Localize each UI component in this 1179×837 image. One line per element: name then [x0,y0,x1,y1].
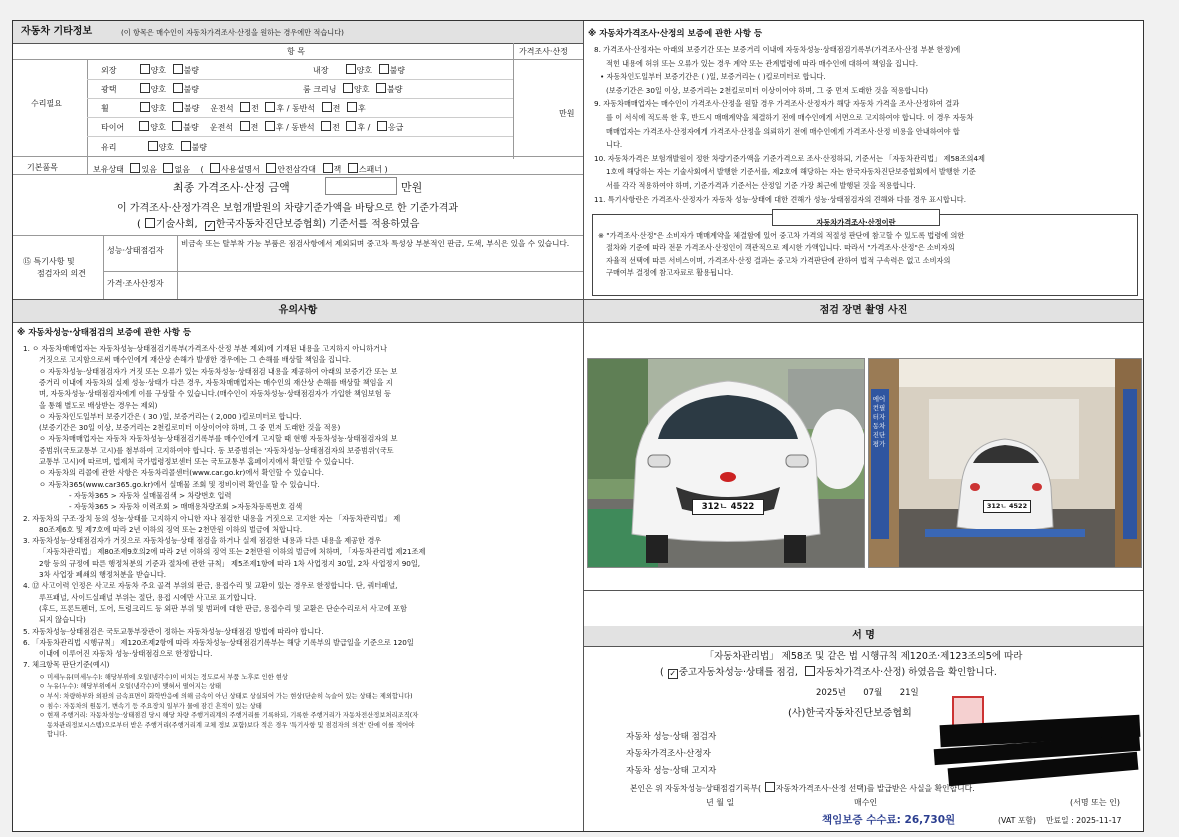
basis-line-1: 이 가격조사·산정가격은 보험개발원의 차량기준가액을 바탕으로 한 기준가격과 [117,203,459,214]
plate-text: 312ㄴ 4522 [986,502,1028,510]
confirm-line: ( ✓ 중고자동차성능·상태를 점검, 자동차가격조사·산정) 하였음을 확인합니다. [660,667,997,678]
good-label: 양호 [354,85,370,94]
front-label: 전 [332,123,340,132]
inspection-photo-front [587,358,865,568]
bad-label: 불량 [183,123,199,132]
day-unit: 일 [910,688,919,698]
good-label: 양호 [150,85,167,94]
bad-label: 불량 [183,104,200,113]
basic-items-label: 기본품목 [27,163,58,172]
section-title-bar [13,21,583,44]
guarantee-line: 서를 각각 적용하여야 하며, 기준가격과 기준서는 산정일 기준 가장 최근에 발행된 것을 적용합니다. [606,181,916,190]
notice-line: 3차 사업장 폐쇄의 행정처분을 받습니다. [39,570,167,579]
criteria-line: 합니다. [47,731,68,739]
car-front-photo-image [588,359,864,567]
rear-label: 후 / [275,123,289,132]
notice-line: 3. 자동차성능·상태점검자가 거짓으로 자동차성능·상태 점검을 하거나 실제 점검한 내용과 다른 내용을 제공한 경우 [23,536,382,546]
front-label: 전 [332,104,341,113]
year-unit: 년 [837,688,846,698]
notifier-role: 자동차 성능·상태 고지자 [626,766,717,776]
notice-line: ㅇ 자동차의 리콜에 관한 사항은 자동차리콜센터(www.car.go.kr)에서 확인할 수 있습니다. [39,468,324,478]
kadia-label: 한국자동차진단보증협회) 기준서를 적용하였음 [215,219,420,230]
sign-date [816,688,919,698]
driver-seat-label: 운전석 [209,123,234,132]
notice-line: 7. 체크항목 판단기준(예시) [23,660,110,670]
notice-section [13,300,584,831]
row-label: 타이어 [101,123,125,132]
guarantee-line: 11. 특기사항란은 가격조사·산정자가 자동차 성능·상태에 대한 견해가 성능·상태점검자의 견해와 다를 경우 표시합니다. [594,194,967,204]
law-line: 「자동차관리법」 제58조 및 같은 법 시행규칙 제120조·제123조의5에 따라 [704,651,1023,662]
checkbox[interactable] [140,102,150,112]
repair-row-polish [101,83,199,95]
notice-line: - 자동차365 > 자동차 실매물검색 > 차량번호 입력 [69,490,232,500]
car-lift-photo-image [869,359,1141,567]
guarantee-line: 적힌 내용에 허위 또는 오류가 있는 경우 계약 또는 관계법령에 따라 매수인에 대하여 책임을 집니다. [606,58,918,68]
checkbox[interactable] [805,666,815,676]
inspection-photo-lift [868,358,1142,568]
checkbox[interactable] [323,163,333,173]
checkbox[interactable] [210,163,220,173]
good-label: 양호 [150,66,167,75]
checkbox-checked[interactable]: ✓ [669,669,677,678]
row-label: 외장 [101,66,117,75]
definition-line: 자율적 선택에 따른 서비스이며, 가격조사·산정 결과는 중고차 가격판단에 관하여 법적 구속력은 없고 소비자의 [606,255,951,265]
month-unit: 월 [874,688,883,698]
photo-header-bar [584,300,1143,323]
notice-line: 교통부 고시)에 따르며, 법제처 국가법령정보센터 또는 국토교통부 홈페이지에서 확인할 수 있습니다. [39,457,354,466]
notice-line: ㅇ 자동차성능·상태점검자가 거짓 또는 오류가 있는 자동차성능·상태점검 내용을 제공하여 아래의 보증기간 또는 보 [39,366,398,376]
inspector-note: 비금속 또는 탈부착 가능 부품은 점검사항에서 제외되며 중고차 특성상 부분적인 판금, 도색, 부식은 있을 수 있습니다. [181,239,570,248]
guarantee-line: 10. 자동차가격은 보험개발원이 정한 차량기준가액을 기준가격으로 조사·산정하되, 기준서는 「자동차관리법」 제58조의4제 [594,153,985,163]
criteria-line: ㅇ 현재 주행거리: 자동차성능·상태점검 당시 해당 차량 주행거리계의 주행거리를 기록하되, 기록한 주행거리가 자동차전산정보처리조직(자 [39,712,419,720]
notice-line: 「자동차관리법」 제80조제9호의2에 따라 2년 이하의 징역 또는 2천만원 이하의 벌금에 처하며, 「자동차관리법 제21조제 [39,547,426,557]
fee-note: (VAT 포함) [998,816,1036,825]
shop-sign [872,395,886,545]
confirm-price-label: 자동차가격조사·산정) 하였음을 확인합니다. [815,667,997,678]
notice-header: 유의사항 [278,305,318,316]
notice-heading: ※ 자동차성능·상태점검의 보증에 관한 사항 등 [17,328,192,338]
pricer-role: 자동차가격조사·산정자 [626,749,711,759]
special-remarks-label-a: ⑮ 특기사항 및 [23,257,75,266]
vehicle-extra-info-section [13,21,584,300]
inspector-label: 성능·상태점검자 [107,246,164,255]
receipt-line [630,782,975,794]
checkbox[interactable] [343,83,353,93]
checkbox[interactable] [173,64,183,74]
notice-line: 되지 않습니다) [39,615,86,625]
repair-row-tire [101,121,403,133]
checkbox[interactable] [145,218,155,228]
checkbox[interactable] [140,64,150,74]
notice-header-bar [13,300,583,323]
notice-line: 2항 등의 규정에 따른 행정처분의 기준과 절차에 관한 규칙」 제5조제1항에 따라 1차 사업정지 30일, 2차 사업정지 90일, [39,558,421,568]
notice-line: (보증기간은 30일 이상, 보증거리는 2천킬로미터 이상이어야 하며, 그 중 먼저 도래한 것을 적용) [39,423,341,433]
checkbox[interactable] [346,64,356,74]
notice-line: (후드, 프론트펜더, 도어, 트렁크리드 등 외판 부위 및 범퍼에 대한 판금, 용접수리 및 교환은 단순수리로서 사고에 포함 [39,603,407,613]
basic-items-row: 보유상태 있음 없음 ( 사용설명서 안전삼각대 잭 스패너 ) [93,165,388,174]
notice-line: 을 통해 별도로 배상받는 경우는 제외) [39,400,158,410]
final-price-unit: 만원 [401,181,423,194]
possession-label: 보유상태 [93,165,124,174]
checkbox[interactable] [765,782,775,792]
checkbox[interactable] [322,102,332,112]
guarantee-line: 매매업자는 가격조사·산정자에게 가격조사·산정을 의뢰하기 전에 매수인에게 가격조사·산정 비용을 안내하여야 합 [606,126,960,136]
none-label: 없음 [174,165,190,174]
checkbox[interactable] [163,163,173,173]
bad-label: 불량 [387,85,403,94]
checkbox[interactable] [376,83,386,93]
notice-line: - 자동차365 > 자동차 이력조회 > 매매용차량조회 >자동차등록번호 검색 [69,502,303,512]
col-item-header: 항 목 [287,47,305,56]
checkbox[interactable] [348,163,358,173]
checkbox[interactable] [347,102,357,112]
fee-label: 책임보증 수수료: 26,730원 [822,814,956,826]
checkbox[interactable] [173,83,183,93]
front-label: 전 [251,104,259,113]
receipt-date: 년 월 일 [706,798,735,807]
row-label: 룸 크리닝 [303,85,337,94]
notice-line: 증거리 이내에 자동차의 실제 성능·상태가 다른 경우, 자동차매매업자는 매수인의 재산상 손해를 배상할 책임을 지 [39,377,393,387]
checkbox[interactable] [240,102,250,112]
checkbox[interactable] [148,141,158,151]
notice-line: ㅇ 자동차매매업자는 자동차 자동차성능·상태점검기록부를 매수인에게 고지할 때 현행 자동차성능·상태점검자의 보 [39,434,398,444]
definition-line: 구매여부 결정에 참고자료로 활용됩니다. [606,268,734,278]
price-definition-title: 자동차가격조사·산정이란 [816,218,896,227]
notice-line: 증범위(국토교통부 고시)를 첨부하여 고지하여야 합니다. 동 보증범위는 '자동차성능·상태점검자의 보증범위'(국토 [39,445,394,455]
row-label: 내장 [313,66,329,75]
org-name: (사)한국자동차진단보증협회 [788,708,912,719]
license-plate-rear [983,500,1031,513]
manual-label: 사용설명서 [221,165,260,174]
year-value: 2025 [816,688,838,698]
price-inspector-label: 가격·조사산정자 [107,279,164,288]
checkbox[interactable] [240,121,250,131]
signature-header: 서 명 [852,630,875,641]
passenger-seat-label: 동반석 [291,123,315,132]
month-value: 07 [863,688,875,698]
license-plate-front [692,499,764,515]
notice-line: ㅇ 자동차365(www.car365.go.kr)에서 실매물 조회 및 정비이력 확인을 할 수 있습니다. [39,479,320,489]
good-label: 양호 [356,66,373,75]
checkbox[interactable] [265,121,275,131]
rear-label: 후 / [357,123,371,132]
day-value: 21 [899,688,911,698]
notice-line: 80조제6호 및 제7호에 따라 2년 이하의 징역 또는 2천만원 이하의 벌금에 처합니다. [39,524,303,534]
photo-sign-section [584,300,1143,831]
col-price-header: 가격조사·산정 [519,47,568,56]
notice-line: ㅇ 자동차인도일부터 보증기간은 ( 30 )일, 보증거리는 ( 2,000 )킬로미터로 합니다. [39,411,302,421]
notice-line: 며, 자동차성능·상태점검자에게 이를 구상할 수 있습니다.(매수인이 자동차성능·상태점검자가 가입한 책임보험 등 [39,389,391,399]
checkbox[interactable] [181,141,191,151]
guarantee-line: 8. 가격조사·산정자는 아래의 보증기간 또는 보증거리 이내에 자동차성능·상태점검기록부(가격조사·산정 부분 한정)에 [594,45,961,54]
good-label: 양호 [158,143,175,152]
checkbox[interactable] [140,83,150,93]
checkbox[interactable] [266,163,276,173]
checkbox[interactable] [377,121,387,131]
driver-seat-label: 운전석 [210,104,234,113]
checkbox-checked[interactable]: ✓ [206,221,214,230]
guarantee-line: 를 이 서식에 적도록 한 후, 반드시 매매계약을 체결하기 전에 매수인에게 서면으로 고지하여야 합니다. 이 경우 자동차 [606,113,974,122]
special-remarks-label-b: 점검자의 의견 [37,269,86,278]
checkbox[interactable] [173,102,183,112]
section-subtitle: (이 항목은 매수인이 자동차가격조사·산정을 원하는 경우에만 적습니다) [121,28,344,37]
bad-label: 불량 [183,85,200,94]
checkbox[interactable] [172,121,182,131]
row-label: 유리 [101,143,117,152]
row-label: 휠 [101,104,109,113]
criteria-line: ㅇ 누유(누수): 해당부위에서 오일(냉각수)이 맺혀서 떨어지는 상태 [39,683,222,691]
good-label: 양호 [150,123,166,132]
repair-row-wheel [101,102,366,114]
notice-line: 이내에 이루어진 자동차 성능·상태점검으로 한정합니다. [39,649,213,659]
receipt-text-b: 자동차가격조사·산정 선택)를 발급받은 사실을 확인합니다. [775,784,975,793]
checkbox[interactable] [265,102,275,112]
rear-label: 후 / [276,104,290,113]
checkbox[interactable] [130,163,140,173]
price-guarantee-section [584,21,1143,300]
emergency-label: 응급 [387,123,404,132]
guarantee-line: 니다. [606,140,623,150]
signature-header-bar [584,626,1143,647]
rear-label: 후 [357,104,366,113]
criteria-line: ㅇ 침수: 자동차의 원동기, 변속기 등 주요장치 일부가 물에 잠긴 흔적이 있는 상태 [39,702,262,710]
notice-line: 2. 자동차의 구조·장치 등의 성능·상태를 고지하지 아니한 자나 점검한 내용을 거짓으로 고지한 자는 「자동차관리법」 제 [23,513,401,523]
jack-label: 잭 [333,165,342,174]
inspection-record-page [12,20,1144,832]
good-label: 양호 [150,104,167,113]
price-guarantee-heading: ※ 자동차가격조사·산정의 보증에 관한 사항 등 [588,29,763,39]
bad-label: 불량 [389,66,406,75]
price-unit: 만원 [559,109,575,118]
spanner-label: 스패너 ) [358,165,388,174]
criteria-line: 동차관리정보시스템)으로부터 받은 주행거리(주행거리계 교체 정보 포함)보다 적은 경우 '특기사항 및 점검자의 의견' 란에 이를 적어야 [47,721,415,729]
guarantee-line: 1호에 해당하는 자는 기술사회에서 발행한 기준서를, 제2호에 해당하는 자는 한국자동차진단보증협회에서 발행한 기준 [606,167,976,177]
repair-row-exterior [101,64,199,76]
guarantee-line: 9. 자동차매매업자는 매수인이 가격조사·산정을 원할 경우 가격조사·산정자가 해당 자동차 가격을 조사·산정하여 결과 [594,99,960,109]
plate-text: 312ㄴ 4522 [701,502,755,512]
triangle-label: 안전삼각대 [277,165,316,174]
confirm-inspection-label: 중고자동차성능·상태를 점검, [678,667,798,678]
definition-line: 절차와 기준에 따라 전문 가격조사·산정인이 객관적으로 제시한 가액입니다. 따라서 "가격조사·산정"은 소비자의 [606,243,955,253]
expiry-date: 만료일 : 2025-11-17 [1046,816,1122,825]
checkbox[interactable] [346,121,356,131]
have-label: 있음 [141,165,157,174]
bad-label: 불량 [191,143,208,152]
repair-row-room-cleaning [303,83,403,95]
price-definition-title-box [772,209,940,226]
checkbox[interactable] [321,121,331,131]
repair-row-interior [313,64,405,76]
passenger-seat-label: 동반석 [291,104,316,113]
criteria-line: ㅇ 부식: 차량하부와 외판의 금속표면이 화학반응에 의해 금속이 아닌 상태로 상실되어 가는 현상(단순히 녹슬어 있는 상태는 제외합니다) [39,692,413,700]
section-title: 자동차 기타정보 [21,26,93,37]
buyer-label: 매수인 [854,798,878,807]
guarantee-line: (보증기간은 30일 이상, 보증거리는 2천킬로미터 이상이어야 하며, 그 중 먼저 도래한 것을 적용합니다) [606,85,929,95]
notice-line: 5. 자동차성능·상태점검은 국토교통부장관이 정하는 자동차성능·상태점검 방법에 따라야 합니다. [23,626,324,636]
receipt-text-a: 본인은 위 자동차성능·상태점검기록부( [630,784,761,793]
guarantee-line: • 자동차인도일부터 보증기간은 ( )일, 보증거리는 ( )킬로미터로 합니다. [600,72,826,82]
bad-label: 불량 [183,66,200,75]
paren-open: ( [137,219,141,230]
final-price-label: 최종 가격조사·산정 금액 [173,181,290,194]
criteria-line: ㅇ 미세누유(미세누수): 해당부위에 오일(냉각수)이 비치는 정도로서 부품 노후로 인한 현상 [39,673,288,681]
checkbox[interactable] [139,121,149,131]
photo-header: 점검 장면 촬영 사진 [819,305,908,316]
notice-line: 4. ⑫ 사고이력 인정은 사고로 자동차 주요 골격 부위의 판금, 용접수리 및 교환이 있는 경우로 한정합니다. 단, 쿼터패널, [23,581,398,591]
inspector-role: 자동차 성능·상태 점검자 [626,732,717,742]
notice-line: 1. ㅇ 자동차매매업자는 자동차성능·상태점검기록부(가격조사·산정 부분 제외)에 기재된 내용을 고지하지 아니하거나 [23,344,387,353]
final-price-input[interactable] [325,177,397,195]
row-label: 광택 [101,85,117,94]
notice-line: 6. 「자동차관리법 시행규칙」 제120조제2항에 따라 자동차성능·상태점검기록부는 해당 기록부의 발급일을 기준으로 120일 [23,637,414,647]
front-label: 전 [250,123,259,132]
tech-society-label: 기술사회, [155,219,198,230]
shop-sign-text: 에어컨필터자동차진단평가 [872,395,886,448]
notice-line: 루프패널, 사이드실패널 부위는 절단, 용접 시에만 사고로 표기합니다. [39,592,257,602]
checkbox[interactable] [379,64,389,74]
sign-note: (서명 또는 인) [1070,798,1120,807]
repair-needed-label: 수리필요 [31,99,62,108]
definition-line: ※ "가격조사·산정"은 소비자가 매매계약을 체결함에 있어 중고차 가격의 적절성 판단에 참고할 수 있도록 법령에 의한 [598,231,965,240]
notice-line: 거짓으로 고지함으로써 매수인에게 재산상 손해가 발생한 경우에는 그 손해를 배상할 책임을 집니다. [39,355,352,365]
basis-line-2 [137,218,419,231]
repair-row-glass [101,141,207,153]
